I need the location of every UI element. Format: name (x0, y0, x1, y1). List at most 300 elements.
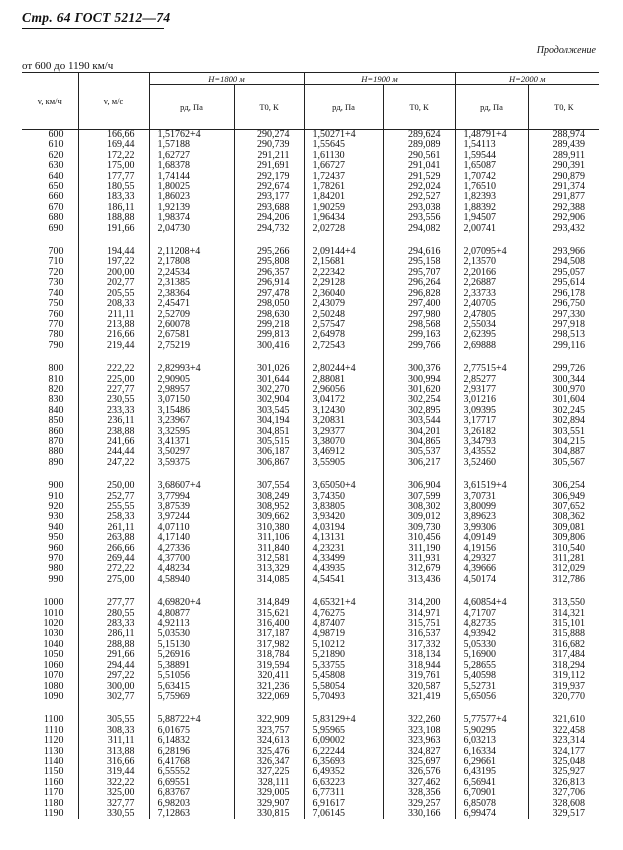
temp-1900-cell: 322,260 (383, 715, 455, 725)
table-row (22, 671, 599, 681)
temp-1800-cell: 324,613 (234, 736, 304, 746)
pressure-1900-cell: 4,76275 (304, 609, 383, 619)
pressure-1900-cell: 3,74350 (304, 492, 383, 502)
speed-kmh-cell: 640 (48, 170, 64, 182)
pressure-1800-cell: 4,69820+4 (149, 598, 234, 608)
temp-1800-cell: 307,554 (234, 481, 304, 491)
pressure-1800-cell: 6,01675 (149, 726, 234, 736)
temp-2000-cell: 300,344 (528, 375, 599, 385)
pressure-2000-cell: 3,80099 (455, 502, 528, 512)
temp-2000-cell: 325,048 (528, 757, 599, 767)
speed-kmh-cell: 1040 (43, 638, 64, 650)
temp-1800-cell: 293,688 (234, 203, 304, 213)
pressure-1900-cell: 2,29128 (304, 278, 383, 288)
pressure-1900-cell: 3,46912 (304, 447, 383, 457)
table-row (22, 575, 599, 585)
pressure-1900-cell: 3,29377 (304, 427, 383, 437)
speed-ms-cell: 202,77 (78, 278, 149, 288)
speed-ms-cell: 250,00 (78, 481, 149, 491)
pressure-2000-cell: 3,52460 (455, 458, 528, 468)
pressure-1900-cell: 1,55645 (304, 140, 383, 150)
speed-kmh-cell: 1140 (43, 755, 64, 767)
temp-1800-cell: 308,952 (234, 502, 304, 512)
temp-1800-cell: 302,270 (234, 385, 304, 395)
pressure-1900-cell: 4,54541 (304, 575, 383, 585)
speed-ms-cell: 241,66 (78, 437, 149, 447)
speed-ms-cell: 277,77 (78, 598, 149, 608)
pressure-1900-cell: 5,83129+4 (304, 715, 383, 725)
temp-1800-cell: 318,784 (234, 650, 304, 660)
temp-2000-cell: 304,215 (528, 437, 599, 447)
temp-1800-cell: 301,026 (234, 364, 304, 374)
speed-ms-cell: 216,66 (78, 330, 149, 340)
temp-1900-cell: 307,599 (383, 492, 455, 502)
speed-kmh-cell: 950 (48, 532, 64, 544)
continuation-label: Продолжение (536, 45, 596, 56)
speed-ms-cell: 288,88 (78, 640, 149, 650)
temp-2000-cell: 296,178 (528, 289, 599, 299)
header-temperature: T0, К (383, 85, 455, 130)
speed-kmh-cell: 660 (48, 191, 64, 203)
table-row (22, 364, 599, 374)
speed-ms-cell: 269,44 (78, 554, 149, 564)
pressure-2000-cell: 2,85277 (455, 375, 528, 385)
pressure-1800-cell: 3,07150 (149, 395, 234, 405)
table-row (22, 809, 599, 819)
pressure-2000-cell: 2,40705 (455, 299, 528, 309)
pressure-2000-cell: 2,93177 (455, 385, 528, 395)
speed-kmh-cell: 1050 (43, 649, 64, 661)
pressure-1800-cell: 3,97244 (149, 512, 234, 522)
pressure-1800-cell: 4,07110 (149, 523, 234, 533)
temp-2000-cell: 314,321 (528, 609, 599, 619)
speed-ms-cell: 208,33 (78, 299, 149, 309)
pressure-1800-cell: 4,92113 (149, 619, 234, 629)
speed-ms-cell: 266,66 (78, 544, 149, 554)
speed-ms-cell: 286,11 (78, 629, 149, 639)
pressure-2000-cell: 4,39666 (455, 564, 528, 574)
pressure-1800-cell: 2,75219 (149, 341, 234, 351)
header-pressure: pд, Па (455, 85, 528, 130)
pressure-2000-cell: 3,43552 (455, 447, 528, 457)
pressure-1800-cell: 4,58940 (149, 575, 234, 585)
speed-kmh-cell: 760 (48, 308, 64, 320)
table-row (22, 736, 599, 746)
pressure-1900-cell: 2,22342 (304, 268, 383, 278)
speed-ms-cell: 169,44 (78, 140, 149, 150)
speed-kmh-cell: 1160 (43, 776, 64, 788)
temp-1900-cell: 330,166 (383, 809, 455, 819)
pressure-1900-cell: 4,98719 (304, 629, 383, 639)
pressure-1900-cell: 3,55905 (304, 458, 383, 468)
temp-1900-cell: 297,400 (383, 299, 455, 309)
table-row (22, 224, 599, 234)
header-temperature: T0, К (234, 85, 304, 130)
header-pressure: pд, Па (149, 85, 234, 130)
speed-ms-cell: 330,55 (78, 809, 149, 819)
pressure-2000-cell: 2,47805 (455, 310, 528, 320)
temp-1900-cell: 325,697 (383, 757, 455, 767)
temp-1800-cell: 322,069 (234, 692, 304, 702)
pressure-1800-cell: 2,67581 (149, 330, 234, 340)
temp-2000-cell: 312,786 (528, 575, 599, 585)
speed-ms-cell: 319,44 (78, 767, 149, 777)
temp-2000-cell: 300,970 (528, 385, 599, 395)
pressure-1800-cell: 3,59375 (149, 458, 234, 468)
speed-kmh-cell: 1090 (43, 690, 64, 702)
pressure-1900-cell: 6,22244 (304, 747, 383, 757)
temp-1800-cell: 303,545 (234, 406, 304, 416)
pressure-1900-cell: 3,04172 (304, 395, 383, 405)
speed-kmh-cell: 840 (48, 404, 64, 416)
pressure-1900-cell: 4,65321+4 (304, 598, 383, 608)
temp-1900-cell: 309,012 (383, 512, 455, 522)
pressure-2000-cell: 4,29327 (455, 554, 528, 564)
temp-1800-cell: 320,411 (234, 671, 304, 681)
temp-2000-cell: 291,877 (528, 192, 599, 202)
temp-1900-cell: 319,761 (383, 671, 455, 681)
speed-kmh-cell: 1120 (43, 735, 64, 747)
pressure-1800-cell: 6,14832 (149, 736, 234, 746)
header-altitude-1800: H=1800 м (149, 73, 304, 85)
speed-kmh-cell: 1150 (43, 766, 64, 778)
pressure-1900-cell: 6,09002 (304, 736, 383, 746)
temp-1800-cell: 328,111 (234, 778, 304, 788)
pressure-2000-cell: 5,90295 (455, 726, 528, 736)
speed-kmh-cell: 1080 (43, 680, 64, 692)
temp-2000-cell: 310,540 (528, 544, 599, 554)
pressure-1900-cell: 6,91617 (304, 799, 383, 809)
speed-kmh-cell: 620 (48, 149, 64, 161)
temp-2000-cell: 322,458 (528, 726, 599, 736)
speed-ms-cell: 327,77 (78, 799, 149, 809)
speed-ms-cell: 247,22 (78, 458, 149, 468)
temp-2000-cell: 325,927 (528, 767, 599, 777)
temp-2000-cell: 315,888 (528, 629, 599, 639)
temp-1900-cell: 314,200 (383, 598, 455, 608)
speed-kmh-cell: 670 (48, 201, 64, 213)
pressure-2000-cell: 3,01216 (455, 395, 528, 405)
speed-ms-cell: 316,66 (78, 757, 149, 767)
temp-2000-cell: 289,439 (528, 140, 599, 150)
temp-2000-cell: 307,652 (528, 502, 599, 512)
temp-1900-cell: 294,082 (383, 224, 455, 234)
pressure-2000-cell: 4,09149 (455, 533, 528, 543)
temp-1800-cell: 296,914 (234, 278, 304, 288)
speed-kmh-cell: 710 (48, 256, 64, 268)
pressure-1900-cell: 2,36040 (304, 289, 383, 299)
temp-1900-cell: 298,568 (383, 320, 455, 330)
pressure-1800-cell: 6,98203 (149, 799, 234, 809)
speed-ms-cell: 177,77 (78, 172, 149, 182)
pressure-1800-cell: 5,03530 (149, 629, 234, 639)
temp-1900-cell: 301,620 (383, 385, 455, 395)
pressure-1800-cell: 5,63415 (149, 682, 234, 692)
pressure-1800-cell: 4,48234 (149, 564, 234, 574)
speed-ms-cell: 227,77 (78, 385, 149, 395)
temp-1800-cell: 309,662 (234, 512, 304, 522)
temp-1900-cell: 317,332 (383, 640, 455, 650)
pressure-2000-cell: 3,34793 (455, 437, 528, 447)
temp-1900-cell: 291,041 (383, 161, 455, 171)
temp-2000-cell: 312,029 (528, 564, 599, 574)
pressure-2000-cell: 5,40598 (455, 671, 528, 681)
speed-kmh-cell: 1000 (43, 597, 64, 609)
temp-2000-cell: 294,508 (528, 257, 599, 267)
temp-1800-cell: 298,630 (234, 310, 304, 320)
pressure-1900-cell: 5,21890 (304, 650, 383, 660)
pressure-1800-cell: 4,37700 (149, 554, 234, 564)
temp-1800-cell: 294,732 (234, 224, 304, 234)
temp-2000-cell: 297,918 (528, 320, 599, 330)
temp-2000-cell: 329,517 (528, 809, 599, 819)
pressure-1800-cell: 1,92139 (149, 203, 234, 213)
temp-1800-cell: 305,515 (234, 437, 304, 447)
temp-1800-cell: 319,594 (234, 661, 304, 671)
speed-ms-cell: 200,00 (78, 268, 149, 278)
temp-1800-cell: 308,249 (234, 492, 304, 502)
temp-2000-cell: 297,330 (528, 310, 599, 320)
speed-kmh-cell: 790 (48, 339, 64, 351)
speed-kmh-cell: 880 (48, 446, 64, 458)
temp-2000-cell: 320,770 (528, 692, 599, 702)
temp-2000-cell: 326,813 (528, 778, 599, 788)
temp-2000-cell: 311,281 (528, 554, 599, 564)
pressure-1800-cell: 3,32595 (149, 427, 234, 437)
data-table (22, 72, 599, 819)
temp-1800-cell: 304,851 (234, 427, 304, 437)
temp-1900-cell: 321,419 (383, 692, 455, 702)
temp-1900-cell: 295,707 (383, 268, 455, 278)
temp-2000-cell: 317,484 (528, 650, 599, 660)
speed-kmh-cell: 940 (48, 521, 64, 533)
pressure-2000-cell: 1,59544 (455, 151, 528, 161)
pressure-2000-cell: 1,70742 (455, 172, 528, 182)
pressure-1900-cell: 2,09144+4 (304, 247, 383, 257)
temp-1800-cell: 296,357 (234, 268, 304, 278)
pressure-1900-cell: 5,70493 (304, 692, 383, 702)
temp-1900-cell: 303,544 (383, 416, 455, 426)
speed-ms-cell: 172,22 (78, 151, 149, 161)
speed-ms-cell: 175,00 (78, 161, 149, 171)
pressure-2000-cell: 3,17717 (455, 416, 528, 426)
pressure-1900-cell: 2,64978 (304, 330, 383, 340)
pressure-1900-cell: 4,43935 (304, 564, 383, 574)
temp-1900-cell: 294,616 (383, 247, 455, 257)
pressure-1800-cell: 2,38364 (149, 289, 234, 299)
speed-ms-cell: 305,55 (78, 715, 149, 725)
speed-kmh-cell: 1060 (43, 659, 64, 671)
temp-1800-cell: 300,416 (234, 341, 304, 351)
temp-2000-cell: 292,388 (528, 203, 599, 213)
pressure-1900-cell: 4,33499 (304, 554, 383, 564)
speed-kmh-cell: 850 (48, 415, 64, 427)
temp-1900-cell: 306,217 (383, 458, 455, 468)
temp-1800-cell: 295,808 (234, 257, 304, 267)
speed-kmh-cell: 1030 (43, 628, 64, 640)
pressure-2000-cell: 6,56941 (455, 778, 528, 788)
pressure-1800-cell: 3,87539 (149, 502, 234, 512)
temp-1900-cell: 308,302 (383, 502, 455, 512)
temp-1900-cell: 296,828 (383, 289, 455, 299)
speed-ms-cell: 230,55 (78, 395, 149, 405)
temp-1800-cell: 297,478 (234, 289, 304, 299)
temp-1900-cell: 300,994 (383, 375, 455, 385)
pressure-2000-cell: 3,26182 (455, 427, 528, 437)
pressure-1900-cell: 5,10212 (304, 640, 383, 650)
pressure-2000-cell: 4,93942 (455, 629, 528, 639)
header-rule (22, 28, 164, 29)
temp-1800-cell: 321,236 (234, 682, 304, 692)
speed-kmh-cell: 1100 (43, 714, 64, 726)
temp-2000-cell: 304,887 (528, 447, 599, 457)
speed-ms-cell: 308,33 (78, 726, 149, 736)
speed-kmh-cell: 890 (48, 456, 64, 468)
pressure-1800-cell: 2,17808 (149, 257, 234, 267)
speed-ms-cell: 211,11 (78, 310, 149, 320)
speed-ms-cell: 263,88 (78, 533, 149, 543)
speed-ms-cell: 183,33 (78, 192, 149, 202)
temp-1800-cell: 293,177 (234, 192, 304, 202)
pressure-1800-cell: 2,82993+4 (149, 364, 234, 374)
temp-2000-cell: 308,362 (528, 512, 599, 522)
pressure-1900-cell: 3,83805 (304, 502, 383, 512)
temp-2000-cell: 316,682 (528, 640, 599, 650)
speed-kmh-cell: 980 (48, 563, 64, 575)
speed-ms-cell: 186,11 (78, 203, 149, 213)
temp-2000-cell: 290,391 (528, 161, 599, 171)
pressure-1900-cell: 2,72543 (304, 341, 383, 351)
pressure-1800-cell: 4,80877 (149, 609, 234, 619)
pressure-1900-cell: 7,06145 (304, 809, 383, 819)
pressure-1800-cell: 2,98957 (149, 385, 234, 395)
pressure-1900-cell: 1,72437 (304, 172, 383, 182)
speed-ms-cell: 313,88 (78, 747, 149, 757)
pressure-2000-cell: 5,77577+4 (455, 715, 528, 725)
pressure-1800-cell: 3,50297 (149, 447, 234, 457)
temp-1900-cell: 289,624 (383, 130, 455, 141)
temp-1900-cell: 326,576 (383, 767, 455, 777)
temp-2000-cell: 295,614 (528, 278, 599, 288)
temp-1900-cell: 289,089 (383, 140, 455, 150)
speed-ms-cell: 291,66 (78, 650, 149, 660)
temp-1900-cell: 318,134 (383, 650, 455, 660)
temp-1800-cell: 311,106 (234, 533, 304, 543)
temp-2000-cell: 293,432 (528, 224, 599, 234)
temp-2000-cell: 291,374 (528, 182, 599, 192)
temp-1800-cell: 314,085 (234, 575, 304, 585)
pressure-2000-cell: 4,50174 (455, 575, 528, 585)
speed-ms-cell: 311,11 (78, 736, 149, 746)
temp-1900-cell: 313,436 (383, 575, 455, 585)
temp-1800-cell: 317,982 (234, 640, 304, 650)
speed-kmh-cell: 610 (48, 139, 64, 151)
table-row (22, 416, 599, 426)
pressure-1800-cell: 6,69551 (149, 778, 234, 788)
temp-2000-cell: 296,750 (528, 299, 599, 309)
temp-2000-cell: 327,706 (528, 788, 599, 798)
speed-kmh-cell: 830 (48, 394, 64, 406)
pressure-1800-cell: 4,27336 (149, 544, 234, 554)
pressure-1800-cell: 1,62727 (149, 151, 234, 161)
speed-kmh-cell: 630 (48, 160, 64, 172)
header-v-kmh: v, км/ч (22, 73, 78, 130)
table-row (22, 299, 599, 309)
temp-1800-cell: 302,904 (234, 395, 304, 405)
pressure-2000-cell: 1,65087 (455, 161, 528, 171)
temp-2000-cell: 309,081 (528, 523, 599, 533)
pressure-2000-cell: 4,60854+4 (455, 598, 528, 608)
pressure-2000-cell: 1,76510 (455, 182, 528, 192)
pressure-1800-cell: 1,86023 (149, 192, 234, 202)
pressure-2000-cell: 5,28655 (455, 661, 528, 671)
pressure-2000-cell: 2,07095+4 (455, 247, 528, 257)
pressure-2000-cell: 2,55034 (455, 320, 528, 330)
temp-1800-cell: 304,194 (234, 416, 304, 426)
pressure-1900-cell: 6,35693 (304, 757, 383, 767)
pressure-1800-cell: 5,75969 (149, 692, 234, 702)
pressure-2000-cell: 2,77515+4 (455, 364, 528, 374)
pressure-2000-cell: 3,89623 (455, 512, 528, 522)
pressure-2000-cell: 5,52731 (455, 682, 528, 692)
temp-2000-cell: 292,906 (528, 213, 599, 223)
pressure-1900-cell: 1,50271+4 (304, 130, 383, 141)
temp-1900-cell: 312,679 (383, 564, 455, 574)
pressure-1900-cell: 2,80244+4 (304, 364, 383, 374)
temp-2000-cell: 301,604 (528, 395, 599, 405)
speed-kmh-cell: 1110 (44, 724, 64, 736)
pressure-1900-cell: 1,61130 (304, 151, 383, 161)
pressure-2000-cell: 2,20166 (455, 268, 528, 278)
temp-2000-cell: 293,966 (528, 247, 599, 257)
temp-1800-cell: 299,218 (234, 320, 304, 330)
temp-2000-cell: 313,550 (528, 598, 599, 608)
speed-ms-cell: 219,44 (78, 341, 149, 351)
temp-1900-cell: 328,356 (383, 788, 455, 798)
temp-2000-cell: 321,610 (528, 715, 599, 725)
speed-ms-cell: 213,88 (78, 320, 149, 330)
pressure-2000-cell: 3,09395 (455, 406, 528, 416)
temp-2000-cell: 302,245 (528, 406, 599, 416)
pressure-2000-cell: 1,54113 (455, 140, 528, 150)
pressure-1900-cell: 1,96434 (304, 213, 383, 223)
speed-ms-cell: 322,22 (78, 778, 149, 788)
pressure-2000-cell: 6,16334 (455, 747, 528, 757)
speed-kmh-cell: 700 (48, 246, 64, 258)
speed-ms-cell: 302,77 (78, 692, 149, 702)
temp-1900-cell: 314,971 (383, 609, 455, 619)
speed-ms-cell: 233,33 (78, 406, 149, 416)
speed-kmh-cell: 900 (48, 480, 64, 492)
pressure-1900-cell: 2,88081 (304, 375, 383, 385)
pressure-2000-cell: 6,85078 (455, 799, 528, 809)
speed-ms-cell: 166,66 (78, 130, 149, 141)
pressure-1800-cell: 3,68607+4 (149, 481, 234, 491)
speed-kmh-cell: 1180 (43, 797, 64, 809)
temp-2000-cell: 298,513 (528, 330, 599, 340)
speed-ms-cell: 255,55 (78, 502, 149, 512)
speed-ms-cell: 236,11 (78, 416, 149, 426)
speed-kmh-cell: 650 (48, 181, 64, 193)
pressure-1800-cell: 2,52709 (149, 310, 234, 320)
pressure-2000-cell: 6,03213 (455, 736, 528, 746)
speed-kmh-cell: 680 (48, 212, 64, 224)
pressure-2000-cell: 6,99474 (455, 809, 528, 819)
temp-1900-cell: 300,376 (383, 364, 455, 374)
temp-2000-cell: 328,608 (528, 799, 599, 809)
speed-kmh-cell: 780 (48, 329, 64, 341)
temp-1900-cell: 320,587 (383, 682, 455, 692)
